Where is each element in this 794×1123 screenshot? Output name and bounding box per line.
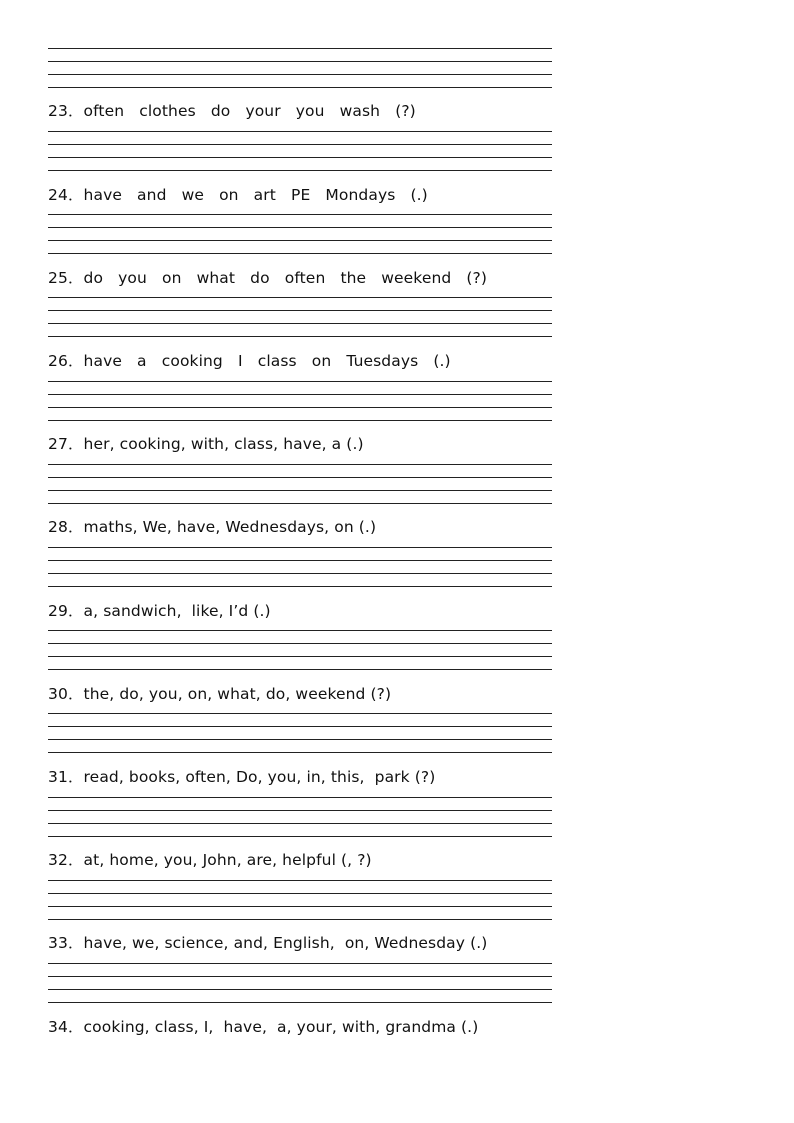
question-number: 25	[48, 269, 68, 287]
answer-lines-24	[48, 214, 552, 254]
question-dot: ．	[67, 602, 84, 620]
question-text: have, we, science, and, English, on, Wednesday (.)	[83, 934, 488, 952]
answer-lines-33	[48, 963, 552, 1003]
question-24	[48, 185, 428, 205]
question-text: maths, We, have, Wednesdays, on (.)	[83, 518, 377, 536]
answer-lines-31	[48, 797, 552, 837]
question-32	[48, 850, 372, 870]
question-27	[48, 434, 364, 454]
answer-lines-29	[48, 630, 552, 670]
question-26	[48, 351, 451, 371]
question-dot: ．	[67, 518, 84, 536]
question-dot: ．	[67, 435, 84, 453]
question-dot: ．	[67, 934, 84, 952]
question-number: 23	[48, 102, 68, 120]
question-dot: ．	[67, 186, 84, 204]
answer-lines-27	[48, 464, 552, 504]
question-number: 31	[48, 768, 68, 786]
question-dot: ．	[67, 1018, 84, 1036]
question-number: 27	[48, 435, 68, 453]
question-28	[48, 517, 376, 537]
question-31	[48, 767, 435, 787]
question-number: 26	[48, 352, 68, 370]
question-text: at, home, you, John, are, helpful (, ?)	[83, 851, 372, 869]
question-34	[48, 1017, 478, 1037]
answer-lines-26	[48, 381, 552, 421]
question-number: 30	[48, 685, 68, 703]
question-23	[48, 101, 416, 121]
question-dot: ．	[67, 269, 84, 287]
question-dot: ．	[67, 102, 84, 120]
answer-lines-23	[48, 131, 552, 171]
question-dot: ．	[67, 352, 84, 370]
answer-lines-32	[48, 880, 552, 920]
answer-lines-25	[48, 297, 552, 337]
question-33	[48, 933, 487, 953]
answer-lines-22	[48, 48, 552, 88]
question-dot: ．	[67, 685, 84, 703]
question-number: 24	[48, 186, 68, 204]
question-text: a, sandwich, like, I’d (.)	[83, 602, 271, 620]
question-text: have and we on art PE Mondays (.)	[83, 186, 428, 204]
question-text: her, cooking, with, class, have, a (.)	[83, 435, 364, 453]
answer-lines-30	[48, 713, 552, 753]
question-number: 34	[48, 1018, 68, 1036]
question-dot: ．	[67, 768, 84, 786]
question-number: 28	[48, 518, 68, 536]
question-30	[48, 684, 391, 704]
answer-lines-28	[48, 547, 552, 587]
question-text: do you on what do often the weekend (?)	[83, 269, 488, 287]
question-text: have a cooking I class on Tuesdays (.)	[83, 352, 451, 370]
question-text: often clothes do your you wash (?)	[83, 102, 416, 120]
question-text: the, do, you, on, what, do, weekend (?)	[83, 685, 392, 703]
question-number: 29	[48, 602, 68, 620]
question-dot: ．	[67, 851, 84, 869]
question-25	[48, 268, 487, 288]
question-number: 33	[48, 934, 68, 952]
question-text: cooking, class, I, have, a, your, with, grandma (.)	[83, 1018, 479, 1036]
question-text: read, books, often, Do, you, in, this, park (?)	[83, 768, 436, 786]
question-number: 32	[48, 851, 68, 869]
question-29	[48, 601, 271, 621]
